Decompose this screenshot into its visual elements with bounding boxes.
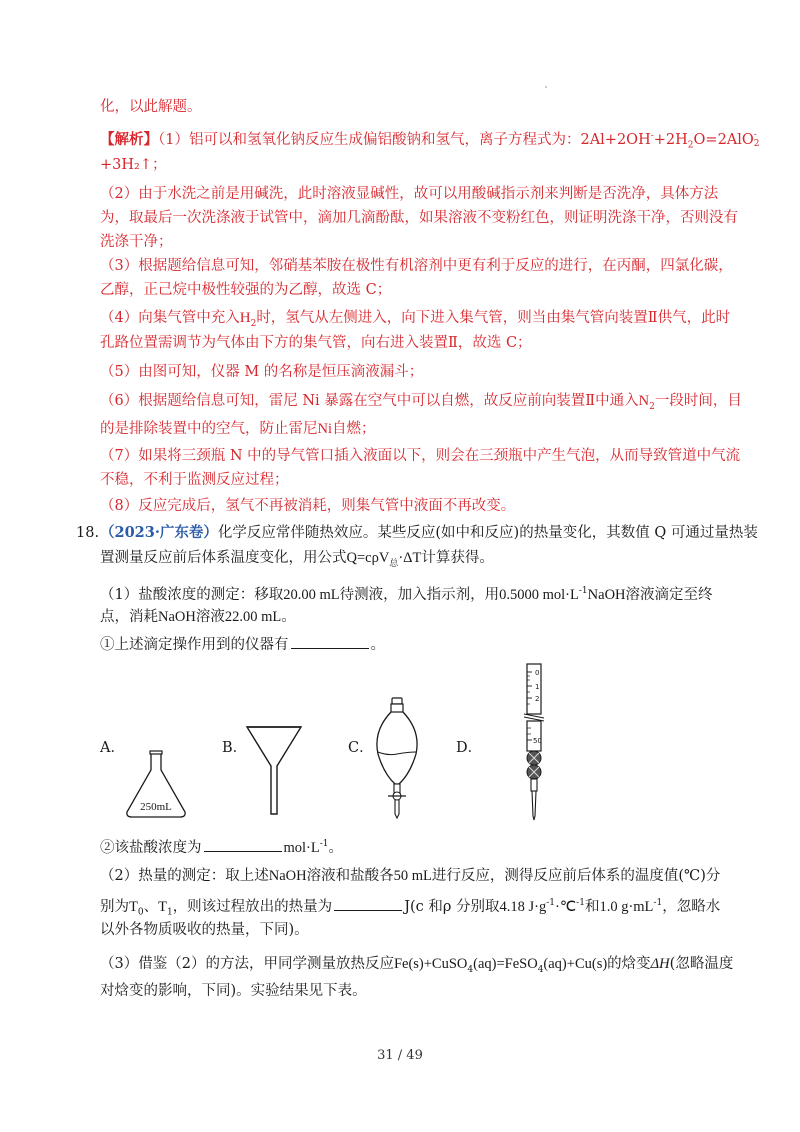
answer-line-7b: 不稳，不利于监测反应过程； — [100, 472, 289, 488]
option-b-label: B． — [222, 740, 248, 756]
answer-line-3b: 乙醇，正己烷中极性较强的为乙醇，故选 C； — [100, 282, 392, 298]
answer-line-7a: （7）如果将三颈瓶 N 中的导气管口插入液面以下，则会在三颈瓶中产生气泡，从而导致管道中气流 — [100, 448, 741, 464]
option-c-label: C． — [348, 740, 374, 756]
analysis-label: 【解析】 — [100, 130, 158, 148]
answer-blank-heat[interactable] — [334, 896, 402, 911]
burette-icon — [520, 662, 550, 822]
answer-line-0: 化，以此解题。 — [100, 99, 202, 115]
answer-line-4b: 孔路位置需调节为气体由下方的集气管，向右进入装置Ⅱ，故选 C； — [100, 335, 532, 351]
burette-tick-50: 50 — [533, 737, 542, 745]
question-2b: 别为$T_0$、$T_1$，则该过程放出的热量为 J(c 和ρ 分别取4.18 $J\cdot g^{-1}\cdot℃^{-1}$和1.0 $g\cdot mL^{-1}$，忽略水 — [100, 893, 720, 923]
question-3a: （3）借鉴（2）的方法，甲同学测量放热反应Fe(s)+CuSO$_4$(aq)=FeSO$_4$(aq)+Cu(s)的焓变ΔH(忽略温度 — [100, 956, 734, 975]
page-number: 31 / 49 — [377, 1048, 423, 1063]
answer-line-8: （8）反应完成后，氢气不再被消耗，则集气管中液面不再改变。 — [100, 498, 516, 514]
answer-line-6b: 的是排除装置中的空气，防止雷尼Ni自燃； — [100, 421, 376, 437]
question-stem-a: （2023·广东卷）化学反应常伴随热效应。某些反应(如中和反应)的热量变化，其数值 Q 可通过量热装 — [100, 524, 758, 541]
answer-line-2c: 洗涤干净； — [100, 234, 173, 250]
answer-line-1a: 【解析】（1）铝可以和氢氧化钠反应生成偏铝酸钠和氢气，离子方程式为：$2Al+2OH^-+2H_2O=2AlO$ - 2 — [100, 129, 760, 151]
funnel-icon — [244, 722, 304, 818]
burette-tick-0: 0 — [535, 669, 540, 677]
question-stem-b: 置测量反应前后体系温度变化，用公式Q=cρV$_总$·ΔT计算获得。 — [100, 550, 494, 569]
answer-blank-instruments[interactable] — [291, 634, 369, 649]
question-1a: （1）盐酸浓度的测定：移取20.00 mL待测液，加入指示剂，用0.5000 $mol\cdot L^{-1}NaOH$溶液滴定至终 — [100, 586, 713, 603]
answer-blank-concentration[interactable] — [204, 837, 282, 852]
burette-tick-1: 1 — [535, 683, 540, 691]
question-1b: 点，消耗NaOH溶液22.00 mL。 — [100, 609, 296, 625]
flask-volume-label: 250mL — [140, 801, 172, 813]
answer-line-4a: （4）向集气管中充入$H_2$时，氢气从左侧进入，向下进入集气管，则当由集气管向装置Ⅱ供气，此时 — [100, 310, 731, 329]
answer-line-3a: （3）根据题给信息可知，邻硝基苯胺在极性有机溶剂中更有利于反应的进行，在丙酮，四氯化碳， — [100, 258, 733, 274]
question-source: （2023·广东卷） — [100, 524, 218, 541]
option-d-label: D． — [456, 740, 483, 756]
question-1-sub1: ①上述滴定操作用到的仪器有 。 — [100, 634, 385, 655]
burette-tick-2: 2 — [535, 695, 540, 703]
question-1-sub2: ②该盐酸浓度为 $mol\cdot L^{-1}$。 — [100, 834, 343, 858]
option-a-label: A． — [100, 740, 125, 756]
answer-line-6a: （6）根据题给信息可知，雷尼 Ni 暴露在空气中可以自燃，故反应前向装置Ⅱ中通入$N_2$一段时间，目 — [100, 393, 742, 412]
answer-line-1b: +3H₂↑； — [100, 157, 167, 173]
question-number: 18. — [76, 525, 100, 541]
question-2c: 以外各物质吸收的热量，下同)。 — [100, 922, 309, 938]
answer-line-2b: 为，取最后一次洗涤液于试管中，滴加几滴酚酞，如果溶液不变粉红色，则证明洗涤干净，否则没有 — [100, 210, 738, 226]
question-2a: （2）热量的测定：取上述NaOH溶液和盐酸各50 mL进行反应，测得反应前后体系的温度值(℃)分 — [100, 868, 721, 884]
speck-mark — [545, 86, 547, 88]
answer-line-5: （5）由图可知，仪器 M 的名称是恒压滴液漏斗； — [100, 364, 424, 380]
answer-line-2a: （2）由于水洗之前是用碱洗，此时溶液显碱性，故可以用酸碱指示剂来判断是否洗净，具体方法 — [100, 186, 719, 202]
separatory-funnel-icon — [368, 696, 426, 820]
question-3b: 对焓变的影响，下同)。实验结果见下表。 — [100, 983, 367, 999]
conical-flask-icon — [122, 748, 192, 820]
